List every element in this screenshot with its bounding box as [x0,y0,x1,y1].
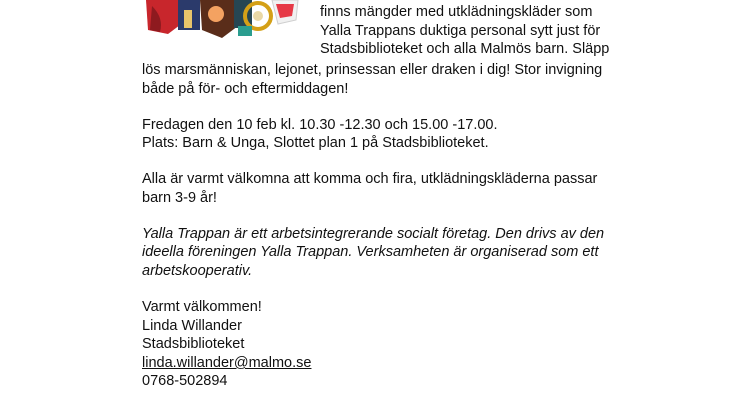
about-line-1: Yalla Trappan är ett arbetsintegrerande socialt företag. Den drivs av den [142,226,605,242]
welcome-line-2: barn 3-9 år! [142,190,217,206]
email-link[interactable]: linda.willander@malmo.se [142,355,312,371]
about-line-3: arbetskooperativ. [142,263,253,279]
signature-email-row [142,354,622,373]
about-line-2: ideella föreningen Yalla Trappan. Verksamheten är organiserad som ett [142,244,599,260]
signature-phone: 0768-502894 [142,373,228,389]
costume-photo-illustration [138,0,304,40]
intro-line-1: finns mängder med utklädningskläder som [320,4,593,20]
costume-photo [138,0,304,40]
signature-greeting: Varmt välkommen! [142,299,262,315]
intro-line-4: lös marsmänniskan, lejonet, prinsessan eller draken i dig! Stor invigning [142,62,603,78]
signature-org: Stadsbiblioteket [142,336,245,352]
intro-line-3: Stadsbiblioteket och alla Malmös barn. Släpp [320,41,610,57]
event-date: Fredagen den 10 feb kl. 10.30 -12.30 och 15.00 -17.00. [142,117,498,133]
intro-line-2: Yalla Trappans duktiga personal sytt just för [320,22,601,39]
welcome-line-1: Alla är varmt välkomna att komma och fira, utklädningskläderna passar [142,171,598,187]
intro-line-5: både på för- och eftermiddagen! [142,81,349,97]
event-place: Plats: Barn & Unga, Slottet plan 1 på Stadsbiblioteket. [142,135,489,151]
signature-name: Linda Willander [142,318,242,334]
